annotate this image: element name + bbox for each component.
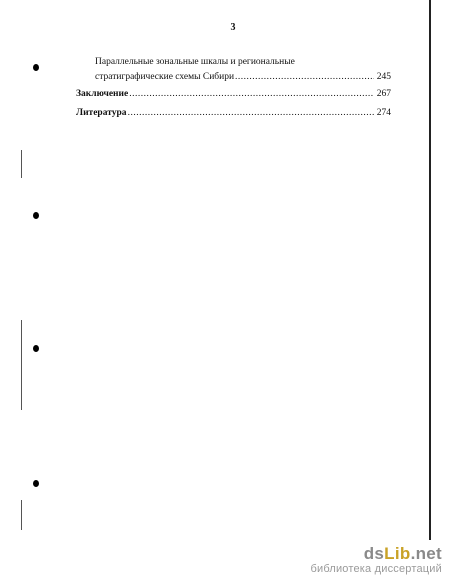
scan-edge-mark: [21, 150, 22, 178]
toc-entry[interactable]: [95, 71, 391, 83]
watermark-subtitle: библиотека диссертаций: [310, 563, 442, 575]
toc-page-number: 267: [376, 89, 391, 99]
page-right-edge: [429, 0, 431, 540]
scan-edge-mark: [21, 500, 22, 530]
toc-page-number: 274: [376, 108, 391, 118]
toc-entry-line1: Параллельные зональные шкалы и региональные: [95, 57, 295, 67]
toc-entry-title: Литература: [76, 108, 127, 118]
toc-page-number: 245: [376, 72, 391, 82]
binder-hole-3: [33, 345, 39, 352]
watermark[interactable]: [310, 545, 442, 576]
binder-hole-1: [33, 64, 39, 71]
dot-leader: [235, 71, 374, 83]
toc-entry[interactable]: [76, 107, 391, 119]
page-number: 3: [230, 22, 236, 33]
binder-hole-4: [33, 480, 39, 487]
dot-leader: [129, 88, 374, 100]
watermark-logo: dsLib.net: [363, 544, 442, 563]
scan-edge-mark: [21, 320, 22, 410]
binder-hole-2: [33, 212, 39, 219]
toc-entry-title: стратиграфические схемы Сибири: [95, 72, 235, 82]
toc-entry[interactable]: [76, 88, 391, 100]
toc-entry-title: Заключение: [76, 89, 129, 99]
dot-leader: [128, 107, 374, 119]
